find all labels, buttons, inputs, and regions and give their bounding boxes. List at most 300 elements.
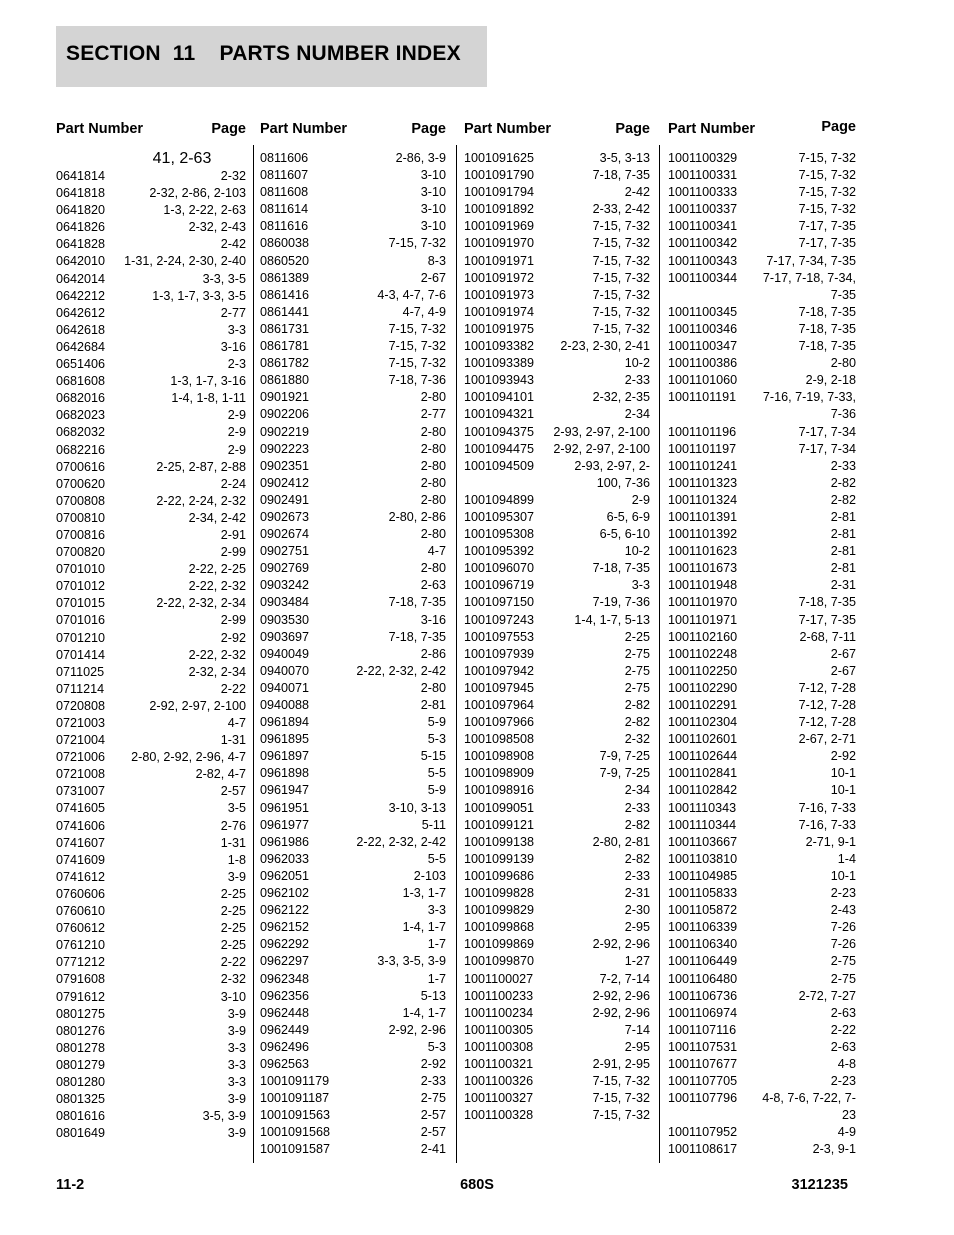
page-references: 2-75	[830, 971, 856, 986]
page-references: 7-15, 7-32	[592, 304, 650, 319]
page-references: 2-22, 2-25	[188, 562, 246, 577]
part-number: 1001105833	[668, 886, 738, 901]
index-entry	[464, 270, 650, 287]
page-references: 2-92, 2-96	[592, 1005, 650, 1020]
page-header: Page	[615, 121, 650, 137]
page-references: 3-5, 3-9	[202, 1109, 246, 1124]
part-number: 0801278	[56, 1040, 106, 1055]
part-number: 0961898	[260, 766, 310, 781]
index-entry	[464, 834, 650, 851]
page-references: 2-33	[624, 800, 650, 815]
index-entry	[260, 526, 446, 543]
index-entry	[56, 322, 246, 339]
part-number: 1001104985	[668, 868, 738, 883]
part-number: 1001091971	[464, 253, 535, 268]
page-references: 7-15, 7-32	[798, 185, 856, 200]
index-entry	[668, 1056, 856, 1073]
part-number: 0902491	[260, 492, 310, 507]
page-references: 2-92	[420, 1056, 446, 1071]
part-number: 1001091975	[464, 321, 535, 336]
index-entry	[668, 560, 856, 577]
part-number: 1001091973	[464, 287, 535, 302]
index-entry	[464, 389, 650, 406]
part-number: 1001101623	[668, 544, 738, 559]
part-number: 1001100347	[668, 339, 738, 354]
index-entry	[260, 817, 446, 834]
page-references: 7-15, 7-32	[592, 253, 650, 268]
part-number: 0642684	[56, 339, 106, 354]
page-references: 7-16, 7-19, 7-33, 7-36	[762, 390, 856, 422]
page-references: 2-67	[830, 646, 856, 661]
page-references: 7-15, 7-32	[592, 1074, 650, 1089]
index-entry	[56, 971, 246, 988]
index-entry	[56, 937, 246, 954]
index-entry	[668, 338, 856, 355]
page-references: 2-22, 2-24, 2-32	[156, 493, 246, 508]
page-references: 2-57	[220, 784, 246, 799]
index-entry	[260, 406, 446, 423]
index-entry	[260, 1022, 446, 1039]
column-divider	[456, 145, 457, 1163]
part-number: 0721006	[56, 750, 106, 765]
index-entry	[464, 885, 650, 902]
index-entry	[56, 630, 246, 647]
page-references: 7-19, 7-36	[592, 595, 650, 610]
index-entry	[668, 902, 856, 919]
index-entry	[260, 560, 446, 577]
index-entry	[668, 851, 856, 868]
part-number: 0700620	[56, 476, 106, 491]
part-number: 1001097150	[464, 595, 535, 610]
page-references: 3-16	[220, 339, 246, 354]
part-number: 0682032	[56, 425, 106, 440]
part-number: 1001091892	[464, 202, 535, 217]
page-references: 3-3	[427, 903, 446, 918]
page-references: 3-9	[227, 1006, 246, 1021]
part-number: 1001100305	[464, 1022, 534, 1037]
page-references: 7-15, 7-32	[388, 321, 446, 336]
part-number: 1001101971	[668, 612, 738, 627]
index-entry	[668, 424, 856, 441]
index-entry	[56, 407, 246, 424]
part-number: 0721008	[56, 767, 106, 782]
part-number: 1001107116	[668, 1022, 737, 1037]
index-entry	[260, 902, 446, 919]
index-entry	[56, 715, 246, 732]
index-entry	[668, 834, 856, 851]
index-entry	[260, 167, 446, 184]
page-references: 7-17, 7-35	[798, 612, 856, 627]
index-entry	[464, 646, 650, 663]
footer-model: 680S	[460, 1177, 494, 1193]
page-references: 2-25	[220, 938, 246, 953]
index-entry	[668, 612, 856, 629]
index-entry	[464, 663, 650, 680]
page-references: 10-2	[624, 544, 650, 559]
page-references: 1-4, 1-7	[402, 920, 446, 935]
index-entry	[668, 953, 856, 970]
page-references: 3-9	[227, 1092, 246, 1107]
index-entry	[260, 765, 446, 782]
index-entry	[668, 936, 856, 953]
part-number: 0962297	[260, 954, 310, 969]
part-number: 1001099870	[464, 954, 535, 969]
part-number: 0642612	[56, 305, 106, 320]
index-entry	[260, 235, 446, 252]
page-references: 2-22, 2-32, 2-42	[356, 834, 446, 849]
index-entry	[56, 920, 246, 937]
page-references: 2-80	[420, 475, 446, 490]
page-references: 1-4, 1-7, 5-13	[574, 612, 650, 627]
part-number: 1001110344	[668, 817, 737, 832]
page-references: 1-31	[220, 835, 246, 850]
part-number: 1001101197	[668, 441, 737, 456]
index-entry	[56, 339, 246, 356]
page-references: 2-75	[420, 1091, 446, 1106]
part-number: 1001101948	[668, 578, 738, 593]
index-entry	[260, 612, 446, 629]
index-column-2	[260, 118, 446, 1159]
part-number: 0741606	[56, 818, 106, 833]
index-entry	[464, 560, 650, 577]
part-number: 0700808	[56, 493, 106, 508]
index-entry	[56, 869, 246, 886]
part-number: 0902351	[260, 458, 310, 473]
page-references: 2-9	[227, 408, 246, 423]
page-references: 2-32, 2-35	[592, 390, 650, 405]
page-references: 7-2, 7-14	[599, 971, 650, 986]
index-entry	[56, 271, 246, 288]
page-references: 2-67, 2-71	[798, 732, 856, 747]
page-references: 2-32, 2-34	[188, 664, 246, 679]
part-number-header: Part Number	[56, 121, 144, 137]
page-references: 1-27	[624, 954, 650, 969]
part-number: 0711214	[56, 681, 105, 696]
page-references: 2-30	[624, 903, 650, 918]
part-number: 1001091794	[464, 185, 535, 200]
column-header	[56, 118, 246, 150]
page-references: 7-12, 7-28	[798, 698, 856, 712]
page-references: 2-63	[420, 578, 446, 593]
index-entry	[260, 748, 446, 765]
index-entry	[260, 338, 446, 355]
index-entry	[464, 372, 650, 389]
page-references: 7-17, 7-34	[798, 441, 856, 456]
page-references: 2-57	[420, 1125, 446, 1140]
page-references: 2-25	[624, 629, 650, 644]
part-number: 0731007	[56, 784, 106, 799]
index-entry	[56, 219, 246, 236]
part-number: 1001091974	[464, 304, 535, 319]
index-entry	[668, 441, 856, 458]
page-references: 5-5	[427, 851, 446, 866]
index-entry	[668, 492, 856, 509]
index-entry	[464, 971, 650, 988]
part-number: 1001091563	[260, 1108, 331, 1123]
index-entry	[260, 936, 446, 953]
page-references: 1-8	[227, 852, 246, 867]
part-number: 0962356	[260, 988, 310, 1003]
page-references: 2-77	[220, 305, 246, 320]
page-references: 4-7, 4-9	[402, 304, 446, 319]
page-references: 4-7	[427, 544, 446, 559]
part-number: 0741605	[56, 801, 106, 816]
part-number: 1001101196	[668, 424, 737, 439]
page-references: 2-71, 9-1	[805, 834, 856, 849]
page-references: 3-16	[420, 612, 446, 627]
index-entry	[668, 321, 856, 338]
page-references: 2-77	[420, 407, 446, 422]
part-number: 1001099121	[464, 817, 535, 832]
index-entry	[56, 749, 246, 766]
page-references: 3-10	[420, 185, 446, 200]
index-entry	[464, 458, 650, 492]
footer-page-number: 11-2	[56, 1177, 85, 1193]
index-entry	[56, 305, 246, 322]
index-entry	[668, 458, 856, 475]
page-references: 1-7	[427, 971, 446, 986]
page-references: 1-4, 1-7	[402, 1005, 446, 1020]
page-references: 2-80	[420, 492, 446, 507]
page-references: 7-15, 7-32	[798, 202, 856, 217]
page-references: 2-92	[830, 749, 856, 764]
page-references: 1-3, 1-7, 3-16	[170, 374, 246, 389]
index-entry	[464, 1005, 650, 1022]
part-number: 1001097553	[464, 629, 535, 644]
page-references: 7-15, 7-32	[592, 1108, 650, 1123]
part-number: 0902674	[260, 527, 310, 542]
part-number: 0641818	[56, 186, 106, 201]
index-entry	[260, 577, 446, 594]
page-references: 2-80	[420, 424, 446, 439]
part-number: 0903530	[260, 612, 310, 627]
index-entry	[668, 389, 856, 423]
part-number: 1001100337	[668, 202, 738, 217]
page-references: 2-86, 3-9	[395, 151, 446, 165]
index-entry	[260, 731, 446, 748]
index-entry	[464, 1039, 650, 1056]
index-entry	[56, 202, 246, 219]
page-references: 2-92, 2-96	[592, 988, 650, 1003]
page-references: 2-33, 2-42	[592, 202, 650, 217]
page-references: 6-5, 6-10	[599, 527, 650, 542]
index-entry	[668, 577, 856, 594]
part-number: 1001101673	[668, 561, 738, 576]
part-number: 0760610	[56, 904, 106, 919]
part-number: 1001100344	[668, 270, 738, 285]
part-number: 1001094321	[464, 407, 535, 422]
page-references: 2-93, 2-97, 2-100, 7-36	[574, 458, 650, 490]
part-number: 1001107952	[668, 1125, 738, 1140]
part-number-header: Part Number	[464, 121, 552, 137]
page-references: 5-13	[420, 988, 446, 1003]
page-references: 10-1	[830, 766, 856, 781]
page-references: 2-32, 2-43	[188, 220, 246, 235]
index-entry	[260, 1039, 446, 1056]
index-entry	[260, 697, 446, 714]
part-number: 1001105872	[668, 903, 738, 918]
page-references: 2-75	[624, 680, 650, 695]
index-entry	[464, 577, 650, 594]
part-number: 1001095307	[464, 509, 535, 524]
page-references: 2-42	[624, 185, 650, 200]
index-entry	[56, 681, 246, 698]
index-entry	[56, 647, 246, 664]
page-references: 2-33	[420, 1074, 446, 1089]
index-entry	[260, 253, 446, 270]
page-references: 2-22, 2-32, 2-34	[156, 596, 246, 611]
index-entry	[56, 561, 246, 578]
part-number: 1001099869	[464, 937, 535, 952]
part-number: 1001095392	[464, 544, 535, 559]
index-entry	[56, 698, 246, 715]
part-number: 1001091568	[260, 1125, 331, 1140]
part-number: 0961951	[260, 800, 310, 815]
part-number: 0700820	[56, 545, 106, 560]
index-entry	[56, 1057, 246, 1074]
page-references: 7-18, 7-35	[388, 595, 446, 610]
index-entry	[260, 321, 446, 338]
page-header: Page	[411, 121, 446, 137]
page-references: 7-9, 7-25	[599, 766, 650, 781]
page-references: 7-17, 7-35	[798, 219, 856, 234]
part-number: 1001103667	[668, 834, 738, 849]
index-entry	[260, 492, 446, 509]
index-entry	[668, 543, 856, 560]
part-number: 0741612	[56, 869, 106, 884]
index-entry	[260, 971, 446, 988]
part-number: 0791612	[56, 989, 106, 1004]
part-number: 0861781	[260, 339, 310, 354]
index-entry	[464, 782, 650, 799]
section-title-box	[56, 26, 487, 87]
part-number: 0961986	[260, 834, 310, 849]
index-column-1	[56, 118, 246, 1142]
part-number: 0801325	[56, 1092, 106, 1107]
index-entry	[56, 510, 246, 527]
part-number: 0641814	[56, 169, 106, 183]
page-references: 7-18, 7-35	[798, 304, 856, 319]
index-entry	[260, 800, 446, 817]
part-number: 0801275	[56, 1006, 106, 1021]
part-number: 0791608	[56, 972, 106, 987]
page-references: 4-8	[837, 1056, 856, 1071]
page-references: 7-18, 7-36	[388, 373, 446, 388]
index-entry	[668, 765, 856, 782]
page-references: 2-24	[220, 476, 246, 491]
part-number: 0682016	[56, 391, 106, 406]
part-number: 0961947	[260, 783, 310, 798]
part-number: 1001100331	[668, 168, 738, 183]
part-number: 0962496	[260, 1039, 310, 1054]
page-references: 3-3	[227, 322, 246, 337]
page-references: 10-2	[624, 356, 650, 371]
index-entry	[260, 851, 446, 868]
page-references: 2-80	[420, 561, 446, 576]
index-entry	[260, 953, 446, 970]
page-references: 5-11	[421, 817, 446, 832]
index-entry	[668, 355, 856, 372]
index-entry	[56, 1006, 246, 1023]
part-number: 0721004	[56, 733, 106, 748]
page-header: Page	[211, 121, 246, 137]
index-entry	[260, 372, 446, 389]
index-entry	[668, 971, 856, 988]
index-entry	[260, 355, 446, 372]
page-references: 2-63	[830, 1039, 856, 1054]
part-number: 0902751	[260, 544, 310, 559]
part-number: 0962033	[260, 851, 310, 866]
page-references: 2-32, 2-86, 2-103	[149, 186, 246, 201]
part-number: 1001094899	[464, 492, 535, 507]
page-references: 2-9	[631, 492, 650, 507]
page-references: 2-82	[624, 698, 650, 712]
part-number: 1001094375	[464, 424, 535, 439]
index-entry	[56, 544, 246, 561]
part-number: 0962122	[260, 903, 310, 918]
part-number: 1001102160	[668, 629, 738, 644]
index-entry	[56, 1125, 246, 1142]
index-entry	[56, 852, 246, 869]
index-entry	[260, 868, 446, 885]
index-entry	[464, 612, 650, 629]
part-number: 0940070	[260, 663, 310, 678]
page-references: 7-18, 7-35	[798, 595, 856, 610]
page-references: 1-4	[837, 851, 856, 866]
part-number: 1001091179	[260, 1074, 330, 1089]
index-entry	[464, 406, 650, 423]
index-entry	[464, 287, 650, 304]
part-number: 0741607	[56, 835, 106, 850]
index-entry	[260, 270, 446, 287]
part-number: 1001094101	[464, 390, 535, 405]
part-number: 1001102842	[668, 783, 738, 798]
part-number: 1001101391	[668, 509, 738, 524]
footer-document-number: 3121235	[791, 1177, 848, 1193]
index-entry	[464, 201, 650, 218]
page-references: 2-80	[420, 680, 446, 695]
index-entry	[668, 475, 856, 492]
page-references: 7-17, 7-35	[798, 236, 856, 251]
index-entry	[464, 868, 650, 885]
page-references: 2-25, 2-87, 2-88	[156, 459, 246, 474]
part-number: 1001102248	[668, 646, 738, 661]
part-number: 1001095308	[464, 527, 535, 542]
page-references: 4-8, 7-6, 7-22, 7-23	[762, 1091, 856, 1123]
index-entry	[668, 714, 856, 731]
page-references: 3-3	[227, 1057, 246, 1072]
page-references: 7-18, 7-35	[798, 339, 856, 354]
page-references: 2-91	[220, 527, 246, 542]
page-references: 2-22	[220, 681, 246, 696]
part-number: 0801649	[56, 1126, 106, 1141]
part-number: 0962152	[260, 920, 310, 935]
part-number: 0961897	[260, 749, 310, 764]
part-number: 0701012	[56, 579, 106, 594]
part-number: 0801616	[56, 1109, 106, 1124]
part-number: 0811616	[260, 219, 309, 234]
part-number: 1001107705	[668, 1074, 738, 1089]
page-references: 2-34	[624, 407, 650, 422]
index-entry	[260, 543, 446, 560]
part-number: 1001091625	[464, 151, 535, 165]
index-column-3	[464, 118, 650, 1124]
part-number: 1001102841	[668, 766, 738, 781]
part-number: 1001093389	[464, 356, 535, 371]
part-number: 0811607	[260, 168, 309, 183]
page-references: 2-82	[624, 715, 650, 730]
part-number: 1001106480	[668, 971, 738, 986]
